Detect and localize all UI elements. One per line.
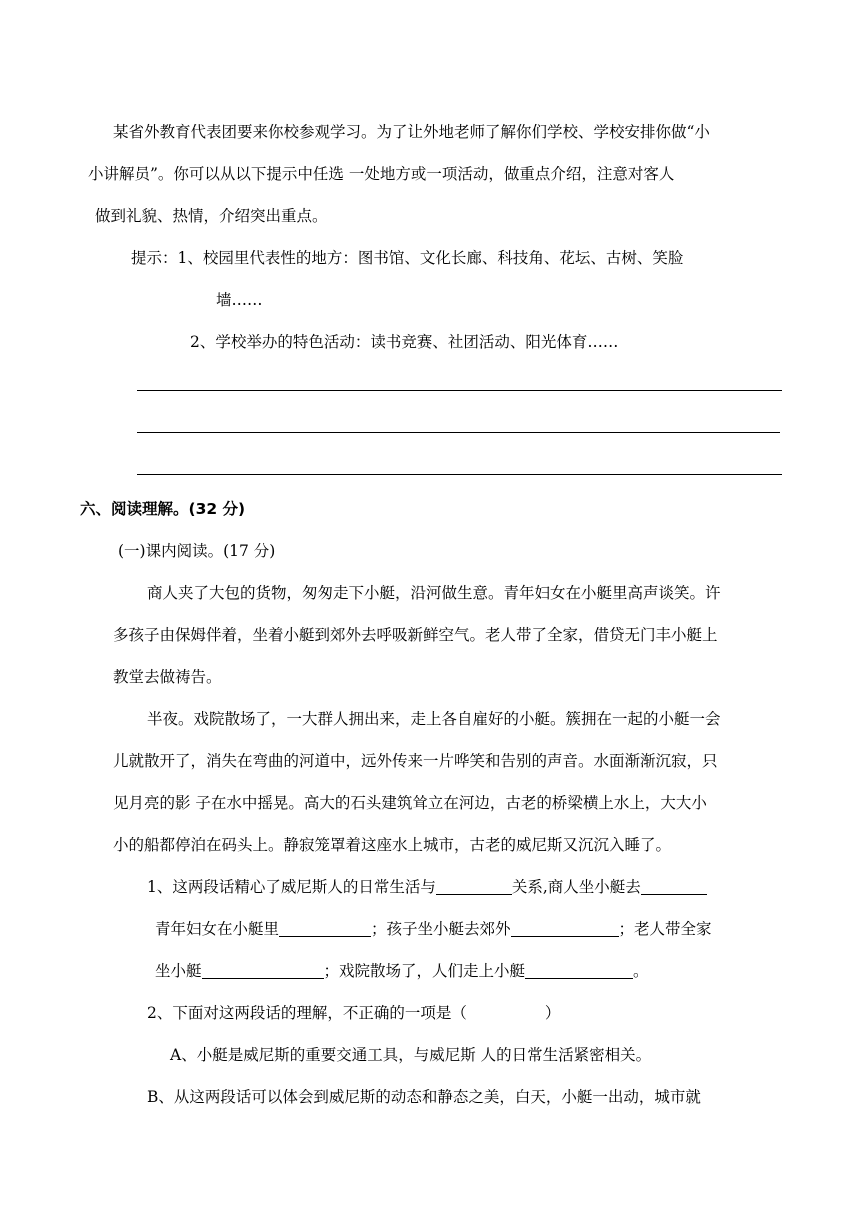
intro-line-1: 某省外教育代表团要来你校参观学习。为了让外地老师了解你们学校、学校安排你做“小 [113, 123, 710, 141]
passage-line: 见月亮的影 子在水中摇晃。高大的石头建筑耸立在河边，古老的桥梁横上水上，大大小 [113, 794, 707, 812]
passage-line: 多孩子由保姆伴着，坐着小艇到郊外去呼吸新鲜空气。老人带了全家，借贷无门丰小艇上 [113, 626, 718, 644]
hint-1-line-1: 提示：1、校园里代表性的地方：图书馆、文化长廊、科技角、花坛、古树、笑脸 [131, 249, 684, 267]
passage-line: 小的船都停泊在码头上。静寂笼罩着这座水上城市，古老的威尼斯又沉沉入睡了。 [113, 836, 672, 854]
q1-blank-elders[interactable] [202, 962, 324, 979]
q1-text: 。 [633, 962, 649, 980]
q1-text: 坐小艇 [155, 962, 202, 980]
q1-blank-theatre[interactable] [525, 962, 633, 979]
q1-text: ；孩子坐小艇去郊外 [371, 920, 511, 938]
intro-line-3: 做到礼貌、热情，介绍突出重点。 [95, 207, 328, 225]
question-2-stem [147, 1003, 560, 1023]
passage-line: 儿就散开了，消失在弯曲的河道中，远外传来一片哗笑和告别的声音。水面渐渐沉寂，只 [113, 752, 718, 770]
passage-line: 半夜。戏院散场了，一大群人拥出来，走上各自雇好的小艇。簇拥在一起的小艇一会 [147, 710, 721, 728]
q1-text: 青年妇女在小艇里 [155, 920, 280, 938]
hint-2: 2、学校举办的特色活动：读书竞赛、社团活动、阳光体育…… [190, 333, 619, 351]
passage-line: 商人夹了大包的货物，匆匆走下小艇，沿河做生意。青年妇女在小艇里高声谈笑。许 [147, 584, 721, 602]
intro-line-2: 小讲解员”。你可以从以下提示中任选 一处地方或一项活动，做重点介绍，注意对客人 [88, 165, 675, 183]
q1-blank-relation[interactable] [436, 878, 512, 895]
passage-line: 教堂去做祷告。 [113, 668, 222, 686]
q1-blank-women[interactable] [279, 920, 371, 937]
section-6-title: 六、阅读理解。(32 分) [80, 500, 246, 518]
answer-line-3[interactable] [137, 474, 782, 475]
q2-close-paren: ） [544, 1004, 561, 1022]
q1-blank-merchant[interactable] [641, 878, 707, 895]
hint-1-line-2: 墙…… [216, 291, 263, 309]
part-1-title: (一)课内阅读。(17 分) [118, 542, 276, 560]
option-b: B、从这两段话可以体会到威尼斯的动态和静态之美，白天，小艇一出动，城市就 [147, 1088, 701, 1106]
q2-stem-text: 2、下面对这两段话的理解，不正确的一项是（ [147, 1004, 467, 1022]
q1-text: 1、这两段话精心了威尼斯人的日常生活与 [147, 878, 436, 896]
answer-line-1[interactable] [137, 390, 782, 391]
q1-text: ；老人带全家 [618, 920, 712, 938]
question-1-line-1 [147, 877, 707, 897]
question-1-line-3 [155, 961, 649, 981]
option-a: A、小艇是威尼斯的重要交通工具，与威尼斯 人的日常生活紧密相关。 [170, 1046, 652, 1064]
q1-text: ；戏院散场了，人们走上小艇 [323, 962, 526, 980]
q1-text: 关系,商人坐小艇去 [511, 878, 641, 896]
answer-line-2[interactable] [137, 432, 780, 433]
question-1-line-2 [155, 919, 712, 939]
q1-blank-children[interactable] [511, 920, 619, 937]
